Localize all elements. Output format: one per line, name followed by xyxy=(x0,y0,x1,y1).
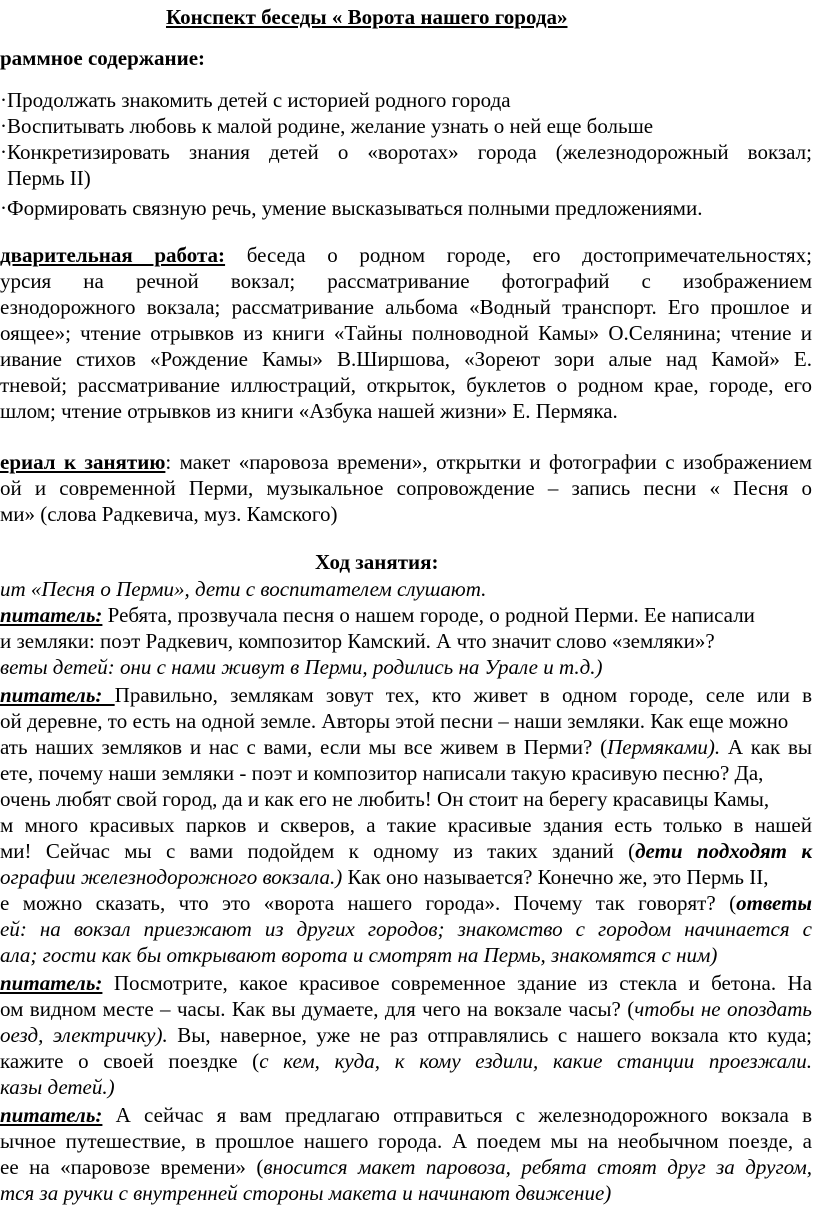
lesson-line: е можно сказать, что это «ворота нашего города». Почему так говорят? (ответы xyxy=(0,891,812,915)
prelim-line: урсия на речной вокзал; рассматривание фотографий с изображением xyxy=(0,269,812,293)
program-item: ·Продолжать знакомить детей с историей родного города xyxy=(0,88,511,112)
lesson-line: ом видном месте – часы. Как вы думаете, для чего на вокзале часы? (чтобы не опоздать xyxy=(0,997,812,1021)
prelim-line: езнодорожного вокзала; рассматривание альбома «Водный транспорт. Его прошлое и xyxy=(0,295,812,319)
lesson-line: тся за ручки с внутренней стороны макета и начинают движение) xyxy=(0,1181,612,1205)
speaker-label: питатель: xyxy=(0,603,103,627)
prelim-line: шлом; чтение отрывков из книги «Азбука нашей жизни» Е. Пермяка. xyxy=(0,399,618,423)
prelim-line: оящее»; чтение отрывков из книги «Тайны полноводной Камы» О.Селянина; чтение и xyxy=(0,321,812,345)
lesson-line: очень любят свой город, да и как его не любить! Он стоит на берегу красавицы Камы, xyxy=(0,787,770,811)
material-line: ми» (слова Радкевича, муз. Камского) xyxy=(0,502,338,526)
lesson-heading: Ход занятия: xyxy=(315,550,439,574)
program-heading: раммное содержание: xyxy=(0,46,206,70)
lesson-line: кажите о своей поездке (с кем, куда, к кому ездили, какие станции проезжали. xyxy=(0,1049,813,1073)
lesson-line: питатель: Правильно, землякам зовут тех, кто живет в одном городе, селе или в xyxy=(0,683,812,707)
lesson-line: веты детей: они с нами живут в Перми, родились на Урале и т.д.) xyxy=(0,655,603,679)
prelim-line: ивание стихов «Рождение Камы» В.Ширшова, «Зореют зори алые над Камой» Е. xyxy=(0,347,812,371)
prelim-line: дварительная работа: беседа о родном городе, его достопримечательностях; xyxy=(0,243,812,267)
material-line: ериал к занятию: макет «паровоза времени», открытки и фотографии с изображением xyxy=(0,450,812,474)
lesson-line: казы детей.) xyxy=(0,1075,115,1099)
prelim-line: тневой; рассматривание иллюстраций, открыток, буклетов о родном крае, городе, его xyxy=(0,373,812,397)
lesson-line: питатель: Ребята, прозвучала песня о нашем городе, о родной Перми. Ее написали xyxy=(0,603,755,627)
program-item-text: Формировать связную речь, умение высказываться полными предложениями. xyxy=(7,196,703,220)
speaker-label: питатель: xyxy=(0,971,103,995)
lesson-line: ее на «паровозе времени» (вносится макет паровоза, ребята стоят друг за другом, xyxy=(0,1155,813,1179)
program-item: ·Конкретизировать знания детей о «воротах» города (железнодорожный вокзал; xyxy=(0,140,812,164)
lesson-line: м много красивых парков и скверов, а такие красивые здания есть только в нашей xyxy=(0,813,812,837)
material-line: ой и современной Перми, музыкальное сопровождение – запись песни « Песня о xyxy=(0,476,812,500)
lesson-line: ографии железнодорожного вокзала.) Как оно называется? Конечно же, это Пермь II, xyxy=(0,865,769,889)
lesson-line: ала; гости как бы открывают ворота и смотрят на Пермь, знакомятся с ним) xyxy=(0,943,718,967)
program-item: ·Воспитывать любовь к малой родине, желание узнать о ней еще больше xyxy=(0,114,654,138)
program-item-text: Продолжать знакомить детей с историей родного города xyxy=(7,88,511,112)
lesson-line: ми! Сейчас мы с вами подойдем к одному из таких зданий (дети подходят к xyxy=(0,839,812,863)
page-title: Конспект беседы « Ворота нашего города» xyxy=(166,5,568,29)
lesson-line: питатель: Посмотрите, какое красивое современное здание из стекла и бетона. На xyxy=(0,971,812,995)
speaker-label: питатель: xyxy=(0,683,115,707)
lesson-line: ать наших земляков и нас с вами, если мы все живем в Перми? (Пермяками). А как вы xyxy=(0,735,812,759)
lesson-line: ит «Песня о Перми», дети с воспитателем слушают. xyxy=(0,577,487,601)
lesson-line: ете, почему наши земляки - поэт и композитор написали такую красивую песню? Да, xyxy=(0,761,764,785)
lesson-line: ычное путешествие, в прошлое нашего города. А поедем мы на необычном поезде, а xyxy=(0,1129,812,1153)
program-item-text: Воспитывать любовь к малой родине, желание узнать о ней еще больше xyxy=(7,114,654,138)
material-label: ериал к занятию xyxy=(0,450,166,474)
program-item-cont: Пермь II) xyxy=(7,166,91,190)
lesson-line: питатель: А сейчас я вам предлагаю отправиться с железнодорожного вокзала в xyxy=(0,1103,812,1127)
prelim-label: дварительная работа: xyxy=(0,243,226,267)
lesson-line: ой деревне, то есть на одной земле. Авторы этой песни – наши земляки. Как еще можно xyxy=(0,709,789,733)
lesson-line: и земляки: поэт Радкевич, композитор Камский. А что значит слово «земляки»? xyxy=(0,629,715,653)
program-item-text: Конкретизировать знания детей о «воротах» города (железнодорожный вокзал; xyxy=(7,140,812,164)
lesson-line: оезд, электричку). Вы, наверное, уже не раз отправлялись с нашего вокзала кто куда; xyxy=(0,1023,813,1047)
speaker-label: питатель: xyxy=(0,1103,103,1127)
program-item: ·Формировать связную речь, умение высказываться полными предложениями. xyxy=(0,196,703,220)
lesson-line: ей: на вокзал приезжают из других городов; знакомство с городом начинается с xyxy=(0,917,812,941)
